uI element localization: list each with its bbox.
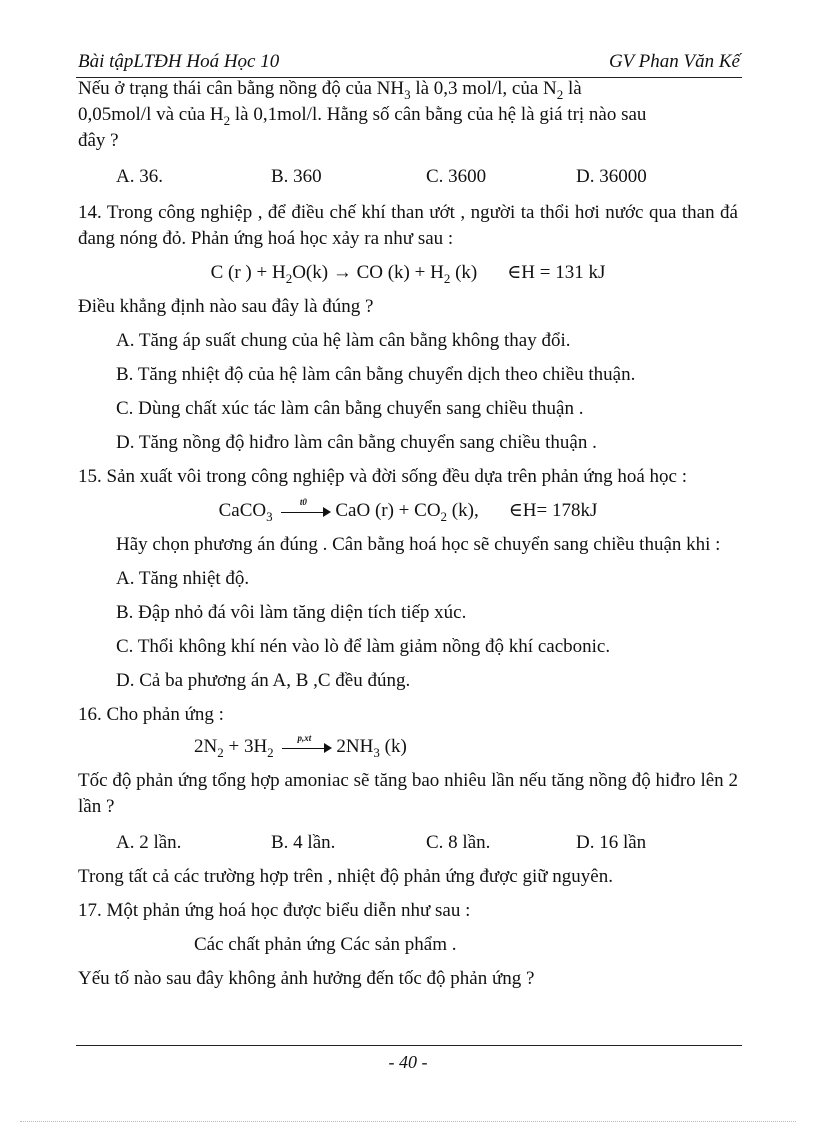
subscript: 2	[556, 86, 564, 102]
q17-stem: 17. Một phản ứng hoá học được biểu diễn như sau :	[78, 900, 471, 921]
q16-option-a: A. 2 lần.	[116, 832, 182, 853]
subscript: 2	[443, 270, 451, 286]
q16-question: Tốc độ phản ứng tổng hợp amoniac sẽ tăng bao nhiêu lần nếu tăng nồng độ hiđro lên 2 lần ?	[78, 770, 738, 817]
q16-stem: 16. Cho phản ứng :	[78, 704, 224, 725]
subscript: 3	[266, 508, 273, 524]
q16-note: Trong tất cả các trường hợp trên , nhiệt độ phản ứng được giữ nguyên.	[78, 866, 613, 887]
page-content	[78, 76, 738, 992]
q15-question: Hãy chọn phương án đúng . Cân bằng hoá học sẽ chuyển sang chiều thuận khi :	[116, 534, 721, 555]
q13-option-d: D. 36000	[576, 166, 647, 187]
q13-stem	[78, 76, 738, 154]
q16-option-c: C. 8 lần.	[426, 832, 491, 853]
subscript: 3	[404, 86, 411, 102]
equation-text: O(k) → CO (k) + H	[292, 262, 444, 283]
q13-text: là 0,3 mol/l, của N	[410, 78, 557, 99]
q15-option-b: B. Đập nhỏ đá vôi làm tăng diện tích tiếp xúc.	[116, 602, 467, 623]
header-course-title: Bài tậpLTĐH Hoá Học 10	[78, 51, 280, 72]
q13-option-b: B. 360	[271, 166, 322, 187]
q17-equation: Các chất phản ứng Các sản phẩm .	[194, 934, 457, 955]
reaction-arrow-icon	[281, 496, 331, 517]
q15-option-c: C. Thổi không khí nén vào lò để làm giảm nồng độ khí cacbonic.	[116, 636, 611, 657]
q16-option-d: D. 16 lần	[576, 832, 647, 853]
q16-option-b: B. 4 lần.	[271, 832, 336, 853]
subscript: 2	[285, 270, 293, 286]
q13-options	[78, 164, 738, 190]
equation-text: CaO (r) + CO	[335, 500, 441, 521]
q14-option-d: D. Tăng nồng độ hiđro làm cân bằng chuyển sang chiều thuận .	[116, 432, 597, 453]
page-edge-dotted-line	[20, 1121, 796, 1122]
subscript: 2	[267, 744, 274, 760]
equation-text: 2NH	[336, 736, 374, 757]
enthalpy-value: ∈H = 131 kJ	[507, 262, 606, 283]
q14-option-b: B. Tăng nhiệt độ của hệ làm cân bằng chuyển dịch theo chiều thuận.	[116, 364, 636, 385]
subscript: 2	[440, 508, 448, 524]
q15-option-d: D. Cả ba phương án A, B ,C đều đúng.	[116, 670, 411, 691]
q14-question: Điều khẳng định nào sau đây là đúng ?	[78, 296, 374, 317]
arrow-condition: t0	[299, 496, 307, 507]
q15-stem: 15. Sản xuất vôi trong công nghiệp và đời sống đều dựa trên phản ứng hoá học :	[78, 466, 687, 487]
footer-divider	[76, 1045, 742, 1046]
header-teacher-name: GV Phan Văn Kế	[608, 51, 740, 72]
q16-equation	[78, 734, 738, 760]
subscript: 2	[217, 744, 224, 760]
page-number: - 40 -	[388, 1052, 428, 1072]
q13-option-a: A. 36.	[116, 166, 163, 187]
subscript: 2	[223, 112, 231, 128]
page-header	[78, 51, 740, 77]
q16-options	[78, 830, 738, 856]
q15-equation	[78, 498, 738, 524]
equation-text: (k)	[450, 262, 478, 283]
q14-equation	[78, 260, 738, 286]
q13-text: Nếu ở trạng thái cân bằng nồng độ của NH	[78, 78, 405, 99]
equation-text: C (r ) + H	[210, 262, 286, 283]
q13-text: là	[563, 78, 582, 99]
q13-text: 0,05mol/l và của H	[78, 104, 224, 125]
q13-text: là 0,1mol/l. Hằng số cân bằng của hệ là giá trị nào sau	[230, 104, 647, 125]
q14-stem: 14. Trong công nghiệp , để điều chế khí than ướt , người ta thổi hơi nước qua than đá đang nóng đỏ. Phản ứng hoá học xảy ra như sau :	[78, 202, 738, 249]
q15-option-a: A. Tăng nhiệt độ.	[116, 568, 250, 589]
equation-text: (k),	[447, 500, 479, 521]
q17-question: Yếu tố nào sau đây không ảnh hưởng đến tốc độ phản ứng ?	[78, 968, 535, 989]
q14-option-a: A. Tăng áp suất chung của hệ làm cân bằng không thay đổi.	[116, 330, 571, 351]
reaction-arrow-icon	[282, 732, 332, 753]
enthalpy-value: ∈H= 178kJ	[508, 500, 598, 521]
subscript: 3	[373, 744, 380, 760]
equation-text: 2N	[194, 736, 218, 757]
q13-text: đây ?	[78, 130, 119, 151]
equation-text: CaCO	[218, 500, 267, 521]
arrow-condition: p,xt	[297, 732, 312, 743]
q14-option-c: C. Dùng chất xúc tác làm cân bằng chuyển sang chiều thuận .	[116, 398, 584, 419]
equation-text: (k)	[379, 736, 407, 757]
equation-text: + 3H	[223, 736, 268, 757]
q13-option-c: C. 3600	[426, 166, 487, 187]
